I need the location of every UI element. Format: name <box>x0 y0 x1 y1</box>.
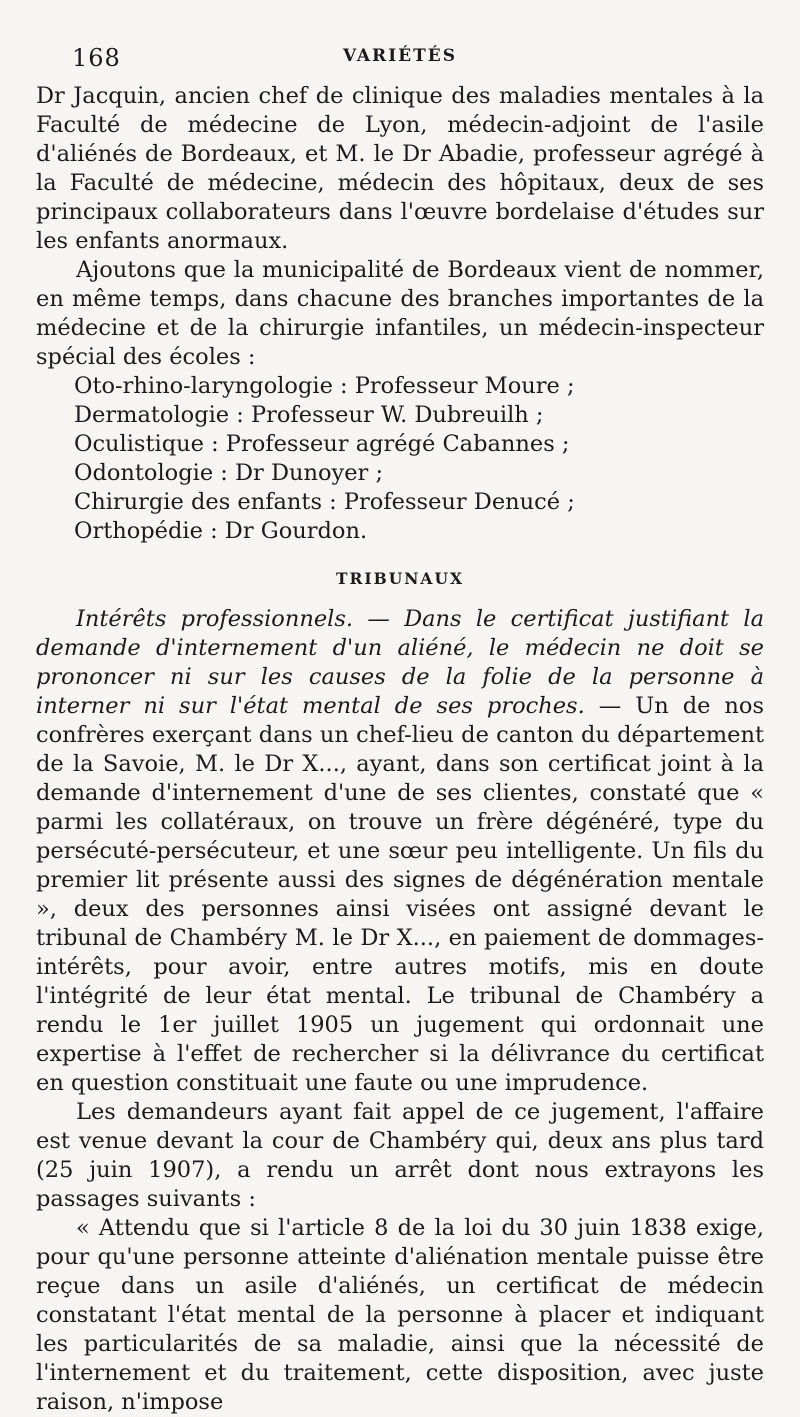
running-title: VARIÉTÉS <box>343 46 457 66</box>
running-head <box>36 0 764 82</box>
appointment-item: Oculistique : Professeur agrégé Cabannes ; <box>74 431 570 457</box>
paragraph-continued: Dr Jacquin, ancien chef de clinique des maladies mentales à la Faculté de médecine de Lyon, médecin-adjoint de l'asile d'aliénés de Bordeaux, et M. le Dr Abadie, professeur agrégé à la Faculté de médecine, médecin des hôpitaux, deux de ses principaux collaborateurs dans l'œuvre bordelaise d'études sur les enfants anormaux. <box>36 83 764 254</box>
section-heading: TRIBUNAUX <box>335 569 465 588</box>
case-summary-italic: Intérêts professionnels. — Dans le certificat justifiant la demande d'internement d'un aliéné, le médecin ne doit se prononcer ni sur les causes de la folie de la personne à interner ni sur l'état mental de ses proches. <box>36 606 764 719</box>
paragraph-appeal: Les demandeurs ayant fait appel de ce jugement, l'affaire est venue devant la cour de Chambéry qui, deux ans plus tard (25 juin 1907), a rendu un arrêt dont nous extrayons les passages suivants : <box>36 1099 764 1212</box>
appointment-item: Oto-rhino-laryngologie : Professeur Moure ; <box>74 373 575 399</box>
appointments-list <box>36 372 764 546</box>
paragraph-appointments-intro: Ajoutons que la municipalité de Bordeaux vient de nommer, en même temps, dans chacune des branches importantes de la médecine et de la chirurgie infantiles, un médecin-inspecteur spécial des écoles : <box>36 257 764 370</box>
appointment-item: Dermatologie : Professeur W. Dubreuilh ; <box>74 402 544 428</box>
body-text <box>36 82 764 1417</box>
appointment-item: Odontologie : Dr Dunoyer ; <box>74 460 384 486</box>
case-description: — Un de nos confrères exerçant dans un chef-lieu de canton du département de la Savoie, M. le Dr X..., ayant, dans son certificat joint à la demande d'internement d'une de ses clientes, constaté que « parmi les collatéraux, on trouve un frère dégénéré, type du persécuté-persécuteur, et une sœur peu intelligente. Un fils du premier lit présente aussi des signes de dégénération mentale », deux des personnes ainsi visées ont assigné devant le tribunal de Chambéry M. le Dr X..., en paiement de dommages-intérêts, pour avoir, entre autres motifs, mis en doute l'intégrité de leur état mental. Le tribunal de Chambéry a rendu le 1er juillet 1905 un jugement qui ordonnait une expertise à l'effet de rechercher si la délivrance du certificat en question constituait une faute ou une imprudence. <box>36 693 764 1096</box>
appointment-item: Orthopédie : Dr Gourdon. <box>74 518 368 544</box>
paragraph-case <box>36 605 764 1098</box>
page-number: 168 <box>72 44 121 72</box>
paragraph-quotation: « Attendu que si l'article 8 de la loi du 30 juin 1838 exige, pour qu'une personne atteinte d'aliénation mentale puisse être reçue dans un asile d'aliénés, un certificat de médecin constatant l'état mental de la personne à placer et indiquant les particularités de sa maladie, ainsi que la nécessité de l'internement et du traitement, cette disposition, avec juste raison, n'impose <box>36 1215 764 1415</box>
appointment-item: Chirurgie des enfants : Professeur Denucé ; <box>74 489 575 515</box>
